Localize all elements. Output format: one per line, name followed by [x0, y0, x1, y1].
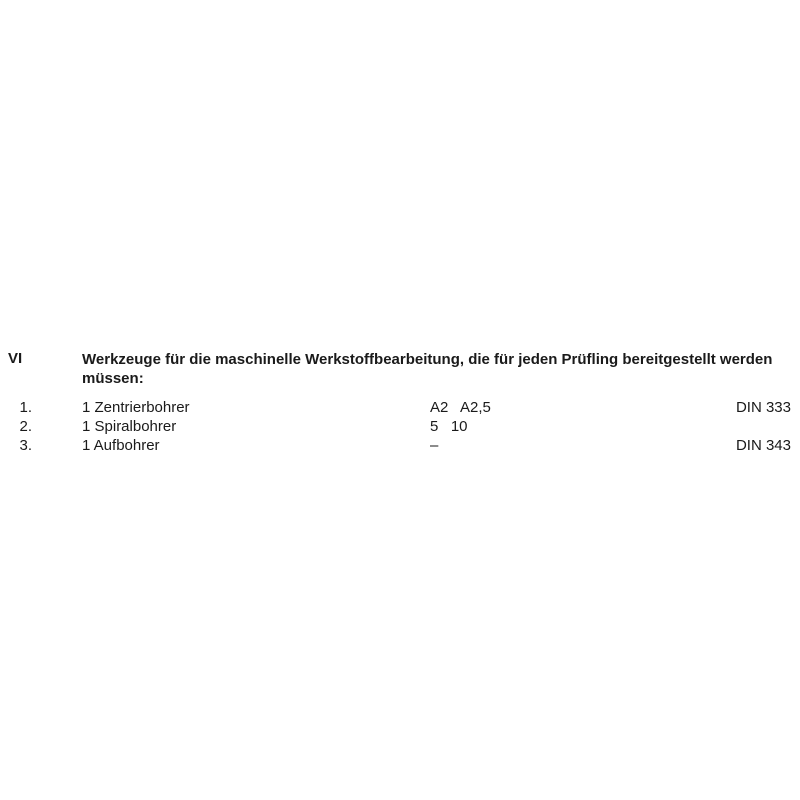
item-norm: DIN 343 [735, 437, 791, 454]
item-description: 1 Spiralbohrer [82, 418, 177, 435]
item-number: 1. [19, 399, 32, 416]
list-item [0, 417, 800, 436]
item-description: 1 Aufbohrer [82, 437, 160, 454]
item-size: 5 10 [430, 418, 468, 435]
list-item [0, 436, 800, 455]
item-norm: DIN 333 [735, 399, 791, 416]
item-number: 2. [19, 418, 32, 435]
item-description: 1 Zentrierbohrer [82, 399, 190, 416]
item-size: A2 A2,5 [430, 399, 491, 416]
tool-list [0, 398, 800, 455]
list-item [0, 398, 800, 417]
item-number: 3. [19, 437, 32, 454]
item-size: – [430, 437, 439, 454]
section-title: Werkzeuge für die maschinelle Werkstoffbearbeitung, die für jeden Prüfling bereitgestellt werden müssen: [82, 351, 773, 387]
section-number: VI [8, 350, 23, 367]
